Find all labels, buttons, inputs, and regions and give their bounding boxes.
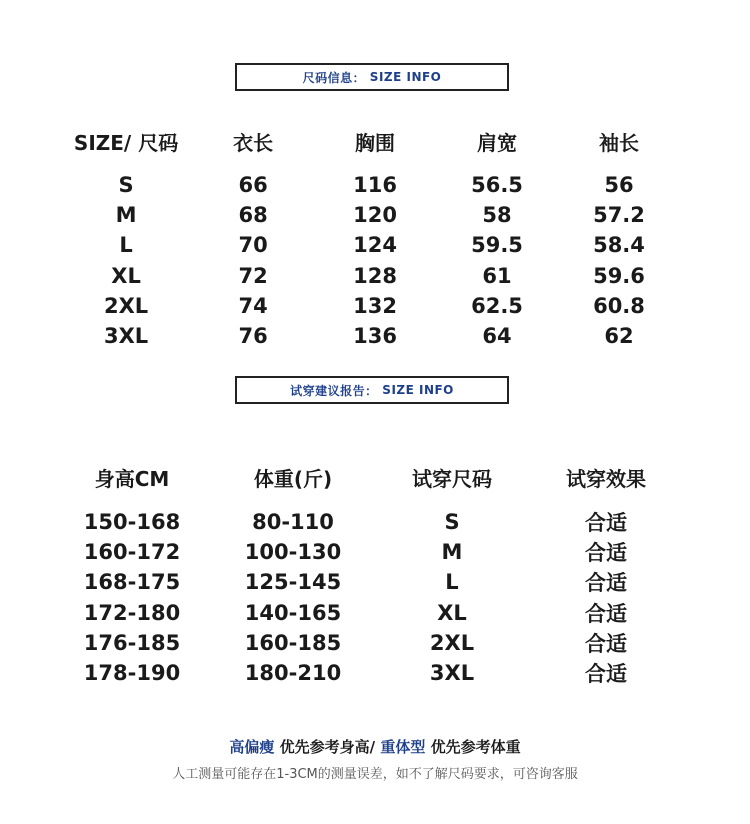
size-info-label: 尺码信息： xyxy=(302,70,366,85)
chest-cell: 132 xyxy=(353,293,397,318)
fit-result-cell: 合适 xyxy=(585,541,627,566)
fit-result-cell: 合适 xyxy=(585,571,627,596)
fit-report-banner xyxy=(235,376,509,404)
measurement-disclaimer: 人工测量可能存在1-3CM的测量误差，如不了解尺码要求，可咨询客服 xyxy=(172,767,578,782)
fit-result-cell: 合适 xyxy=(585,601,627,626)
table-row xyxy=(55,507,685,537)
fit-result-cell: 合适 xyxy=(585,511,627,536)
size-info-banner xyxy=(235,63,509,91)
sleeve-cell: 60.8 xyxy=(593,293,645,318)
chest-cell: 120 xyxy=(353,203,397,228)
fit-result-cell: 合适 xyxy=(585,662,627,687)
weight-cell: 100-130 xyxy=(244,540,342,565)
weight-cell: 125-145 xyxy=(244,570,342,595)
table-row xyxy=(55,598,685,628)
size-cell: 2XL xyxy=(103,293,149,318)
shoulder-cell: 56.5 xyxy=(471,173,523,198)
table-row xyxy=(55,658,685,688)
chest-cell: 136 xyxy=(353,324,397,349)
table-row xyxy=(55,628,685,658)
heavy-label: 重体型 xyxy=(380,738,426,756)
table-row xyxy=(60,291,680,321)
length-cell: 72 xyxy=(238,263,268,288)
chest-cell: 128 xyxy=(353,263,397,288)
shoulder-cell: 59.5 xyxy=(471,233,523,258)
header-fit-size: 试穿尺码 xyxy=(412,466,492,491)
table-row xyxy=(60,261,680,291)
slim-label: 高偏瘦 xyxy=(229,738,275,756)
header-height: 身高CM xyxy=(94,466,170,491)
fit-header-row xyxy=(55,460,685,494)
fit-recommendation-table xyxy=(55,460,685,688)
height-cell: 150-168 xyxy=(83,510,181,535)
size-cell: XL xyxy=(111,263,141,288)
length-cell: 70 xyxy=(238,233,268,258)
size-info-en: SIZE INFO xyxy=(369,70,442,84)
header-fit-result: 试穿效果 xyxy=(566,466,646,491)
table-row xyxy=(55,567,685,597)
length-cell: 68 xyxy=(238,203,268,228)
header-shoulder: 肩宽 xyxy=(477,130,517,155)
sleeve-cell: 59.6 xyxy=(593,263,645,288)
size-cell: 3XL xyxy=(103,324,149,349)
height-cell: 172-180 xyxy=(83,600,181,625)
sleeve-cell: 56 xyxy=(604,173,634,198)
size-cell: L xyxy=(119,233,133,258)
weight-cell: 160-185 xyxy=(244,630,342,655)
size-chart-header-row xyxy=(60,124,680,158)
header-weight: 体重(斤) xyxy=(253,466,333,491)
table-row xyxy=(60,170,680,200)
sleeve-cell: 57.2 xyxy=(593,203,645,228)
slim-text: 优先参考身高/ xyxy=(279,738,376,756)
length-cell: 74 xyxy=(238,293,268,318)
table-row xyxy=(60,230,680,260)
shoulder-cell: 61 xyxy=(482,263,512,288)
fit-size-cell: M xyxy=(441,540,463,565)
fit-report-en: SIZE INFO xyxy=(382,383,454,397)
weight-cell: 80-110 xyxy=(252,510,334,535)
sleeve-cell: 62 xyxy=(604,324,634,349)
fit-advice-note xyxy=(0,736,750,757)
height-cell: 168-175 xyxy=(83,570,181,595)
header-size: SIZE/ 尺码 xyxy=(73,130,179,155)
header-chest: 胸围 xyxy=(355,130,396,155)
weight-cell: 180-210 xyxy=(244,661,342,686)
shoulder-cell: 64 xyxy=(482,324,512,349)
size-cell: S xyxy=(118,173,134,198)
header-length: 衣长 xyxy=(233,130,274,155)
height-cell: 178-190 xyxy=(83,661,181,686)
fit-size-cell: XL xyxy=(437,600,467,625)
fit-size-cell: 2XL xyxy=(429,630,475,655)
height-cell: 160-172 xyxy=(83,540,181,565)
chest-cell: 124 xyxy=(353,233,397,258)
size-chart-table xyxy=(60,124,680,351)
heavy-text: 优先参考体重 xyxy=(430,738,521,756)
shoulder-cell: 58 xyxy=(482,203,512,228)
header-sleeve: 袖长 xyxy=(598,130,639,155)
fit-size-cell: S xyxy=(444,510,460,535)
shoulder-cell: 62.5 xyxy=(471,293,523,318)
table-row xyxy=(60,200,680,230)
fit-size-cell: L xyxy=(445,570,459,595)
height-cell: 176-185 xyxy=(83,630,181,655)
chest-cell: 116 xyxy=(353,173,397,198)
fit-size-cell: 3XL xyxy=(429,661,475,686)
table-row xyxy=(55,537,685,567)
length-cell: 76 xyxy=(238,324,268,349)
table-row xyxy=(60,321,680,351)
sleeve-cell: 58.4 xyxy=(593,233,645,258)
weight-cell: 140-165 xyxy=(244,600,342,625)
length-cell: 66 xyxy=(238,173,268,198)
fit-result-cell: 合适 xyxy=(585,631,627,656)
size-cell: M xyxy=(115,203,137,228)
fit-report-label: 试穿建议报告： xyxy=(290,383,378,398)
